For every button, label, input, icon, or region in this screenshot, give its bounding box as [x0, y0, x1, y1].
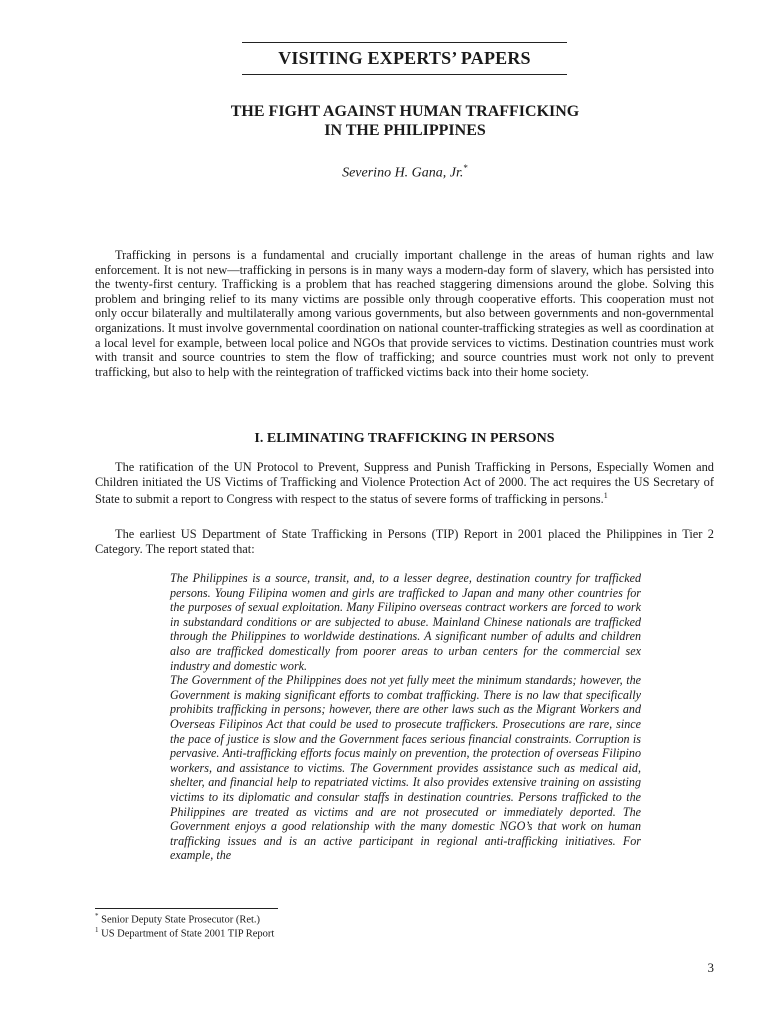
title-line-2: IN THE PHILIPPINES [324, 122, 486, 139]
footnote-2-text: US Department of State 2001 TIP Report [101, 928, 275, 940]
section-header: VISITING EXPERTS’ PAPERS [242, 42, 567, 75]
footnote-1-mark: * [95, 912, 99, 920]
footnote-ref-1: 1 [603, 491, 608, 501]
section-heading: I. ELIMINATING TRAFFICKING IN PERSONS [254, 431, 555, 446]
quote-paragraph-1: The Philippines is a source, transit, and, to a lesser degree, destination country for trafficked persons. Young Filipina women and girls are trafficked to Japan and many other countries for the purposes of sexual exploitation. Many Filipino overseas contract workers are forced to work in substandard conditions or are subjected to abuse. Mainland Chinese nationals are trafficked through the Philippines to worldwide destinations. A significant number of adults and children also are trafficked domestically from poorer areas to urban centers for the commercial sex industry and domestic work. [170, 571, 641, 673]
author-footnote-mark: * [463, 163, 468, 173]
footnote-2-mark: 1 [95, 926, 99, 934]
footnote-2 [95, 924, 274, 941]
author-name: Severino H. Gana, Jr. [342, 165, 464, 181]
section-paragraph-2: The earliest US Department of State Trafficking in Persons (TIP) Report in 2001 placed the Philippines in Tier 2 Category. The report stated that: [95, 527, 714, 556]
section-paragraph-1 [95, 460, 714, 507]
page-number: 3 [707, 960, 714, 975]
intro-paragraph: Trafficking in persons is a fundamental and crucially important challenge in the areas of human rights and law enforcement. It is not new—trafficking in persons is in many ways a modern-day form of slavery, which has persisted into the twenty-first century. Trafficking is a problem that has reached staggering dimensions around the globe. Solving this problem and bringing relief to its many victims are possible only through cooperative efforts. This cooperation must not only occur bilaterally and multilaterally among various governments, but also between governments and non-governmental organizations. It must involve governmental coordination on national counter-trafficking strategies as well as coordination at a local level for example, between local police and NGOs that provide services to victims. Destination countries must work with transit and source countries to stem the flow of trafficking; and source countries must work not only to prevent trafficking, but also to help with the reintegration of trafficked victims back into their home society. [95, 248, 714, 379]
section-paragraph-1-text: The ratification of the UN Protocol to Prevent, Suppress and Punish Trafficking in Persons, Especially Women and Children initiated the US Victims of Trafficking and Violence Protection Act of 2000. The act requires the US Secretary of State to submit a report to Congress with respect to the status of severe forms of trafficking in persons. [95, 460, 714, 507]
footnote-1-text: Senior Deputy State Prosecutor (Ret.) [101, 914, 261, 926]
block-quote [170, 571, 641, 863]
quote-paragraph-2: The Government of the Philippines does not yet fully meet the minimum standards; however, the Government is making significant efforts to combat trafficking. There is no law that specifically prohibits trafficking in persons; however, there are other laws such as the Migrant Workers and Overseas Filipinos Act that could be used to prosecute traffickers. Prosecutions are rare, since the pace of justice is slow and the Government faces serious financial constraints. Corruption is pervasive. Anti-trafficking efforts focus mainly on prevention, the protection of overseas Filipino workers, and assistance to victims. The Government provides assistance such as medical aid, shelter, and financial help to repatriated victims. It also provides extensive training on assisting victims to its diplomatic and consular staffs in destination countries. Persons trafficked to the Philippines are treated as victims and are not prosecuted or immediately deported. The Government enjoys a good relationship with the many domestic NGO’s that work on human trafficking issues and is an active participant in regional anti-trafficking initiatives. For example, the [170, 673, 641, 863]
paper-title [100, 102, 710, 140]
title-line-1: THE FIGHT AGAINST HUMAN TRAFFICKING [230, 103, 580, 120]
footnote-divider [95, 908, 278, 909]
author-line [100, 159, 710, 183]
